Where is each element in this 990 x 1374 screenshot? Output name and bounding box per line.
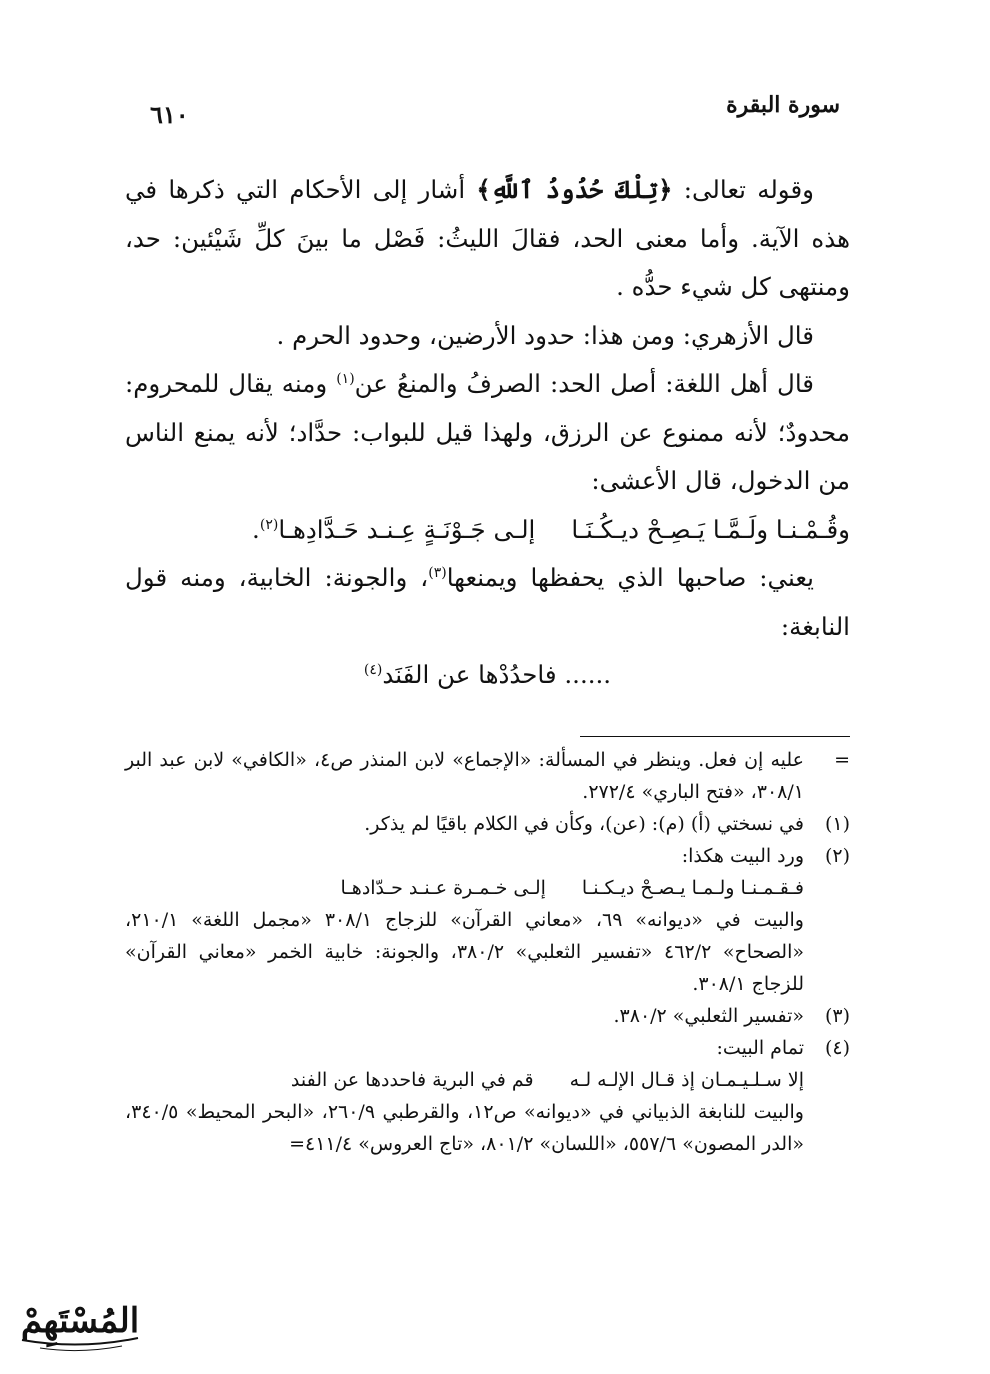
surah-title: سورة البقرة — [726, 92, 840, 118]
watermark-logo — [10, 1288, 150, 1360]
quran-quote: ﴿تِلْكَ حُدُودُ ٱللَّهِ﴾ — [476, 175, 673, 204]
continuation-mark: = — [834, 749, 850, 771]
verse-nabigha — [125, 651, 850, 700]
p3-start: قال أهل اللغة: أصل الحد: الصرفُ والمنعُ عن — [354, 369, 815, 398]
footnote-1-text: في نسختي (أ) (م): (عن)، وكأن في الكلام باقيًا لم يذكر. — [364, 813, 804, 835]
logo-calligraphy: المُسْتَهِمْ — [20, 1301, 140, 1341]
footnote-4-text: تمام البيت: — [716, 1037, 804, 1059]
footnote-4-poem-second: قم في البرية فاحددها عن الفند — [290, 1069, 534, 1091]
verse-aasha: وقُـمْـنـا ولَـمَّـا يَـصِـحْ ديـكُـنَـاإلـى جَـوْنَـةٍ عِـنـد حَـدَّادِهـا$^{(٢)}$. — [252, 514, 850, 544]
footnote-2-text: ورد البيت هكذا: — [681, 845, 804, 867]
footnote-2 — [125, 840, 850, 872]
verse-aasha-second-hemistich: إلـى جَـوْنَـةٍ عِـنـد حَـدَّادِهـا — [278, 514, 536, 544]
paragraph-2: قال الأزهري: ومن هذا: حدود الأرضين، وحدود الحرم . — [276, 320, 814, 350]
page-header — [150, 92, 840, 132]
footnote-4-poem — [125, 1064, 850, 1096]
footnote-2-sources: والبيت في «ديوانه» ٦٩، «معاني القرآن» للزجاج ٣٠٨/١ «مجمل اللغة» ٢١٠/١، «الصحاح» ٤٦٢/٢ «تفسير الثعلبي» ٣٨٠/٢، والجونة: خابية الخمر «معاني القرآن» للزجاج ٣٠٨/١. — [125, 909, 805, 995]
footnote-1-mark: (١) — [824, 813, 850, 835]
verse-aasha-first-hemistich: وقُـمْـنـا ولَـمَّـا يَـصِـحْ ديـكُـنَـا — [571, 514, 850, 544]
footnote-ref-4[interactable]: (٤) — [363, 661, 383, 678]
footnote-3 — [125, 1000, 850, 1032]
footnote-ref-2[interactable]: (٢) — [259, 516, 279, 533]
footnotes — [125, 744, 850, 1160]
footnote-3-text: «تفسير الثعلبي» ٣٨٠/٢. — [613, 1005, 804, 1027]
paragraph-1 — [125, 166, 850, 312]
page-number: ٦١٠ — [150, 100, 189, 129]
footnote-4-mark: (٤) — [824, 1037, 850, 1059]
footnote-4-sources: والبيت للنابغة الذبياني في «ديوانه» ص١٢، والقرطبي ٢٦٠/٩، «البحر المحيط» ٣٤٠/٥، «الدر المصون» ٥٥٧/٦، «اللسان» ٨٠١/٢، «تاج العروس» ٤١١/٤= — [125, 1101, 804, 1155]
footnote-ref-1[interactable]: (١) — [336, 370, 355, 387]
p1-intro: وقوله تعالى: — [672, 175, 814, 204]
paragraph-3 — [125, 360, 850, 506]
footnote-continuation — [125, 744, 850, 808]
footnote-4 — [125, 1032, 850, 1064]
footnote-1 — [125, 808, 850, 840]
footnote-ref-3[interactable]: (٣) — [428, 564, 447, 581]
p1-body: أشار إلى الأحكام التي ذكرها في هذه الآية. وأما معنى الحد، فقالَ الليثُ: فَصْل ما بينَ كلِّ شَيْئين: حد، ومنتهى كل شيء حدُّه . — [125, 175, 850, 301]
footnote-2-poem-second: إلـى خـمـرة عـنـد حـدّادهـا — [340, 877, 546, 899]
logo-underline — [40, 1346, 122, 1351]
footnote-4-poem-first: إلا سـلـيـمـان إذ قـال الإلـه لـه — [569, 1069, 804, 1091]
footnote-2-mark: (٢) — [824, 845, 850, 867]
footnote-2-poem-first: فـقـمـنـا ولـمـا يـصـحْ ديـكـنـا — [581, 877, 804, 899]
p4-start: يعني: صاحبها الذي يحفظها ويمنعها — [446, 563, 814, 592]
paragraph-4 — [125, 554, 850, 651]
footnote-3-mark: (٣) — [824, 1005, 850, 1027]
p3-end: ومنه يقال للمحروم: محدودٌ؛ لأنه ممنوع عن الرزق، ولهذا قيل للبواب: حدَّاد؛ لأنه يمنع الناس من الدخول، قال الأعشى: — [125, 369, 850, 495]
footnote-separator — [580, 736, 850, 737]
footnote-2-poem — [125, 872, 850, 904]
main-text — [125, 166, 850, 700]
p4-end: ، والجونة: الخابية، ومنه قول النابغة: — [125, 563, 850, 641]
verse-nabigha-text: ...... فاحدُدْها عن الفَنَد — [382, 660, 612, 689]
continuation-text: عليه إن فعل. وينظر في المسألة: «الإجماع» لابن المنذر ص٤، «الكافي» لابن عبد البر ٣٠٨/١، «فتح الباري» ٢٧٢/٤. — [125, 749, 804, 803]
